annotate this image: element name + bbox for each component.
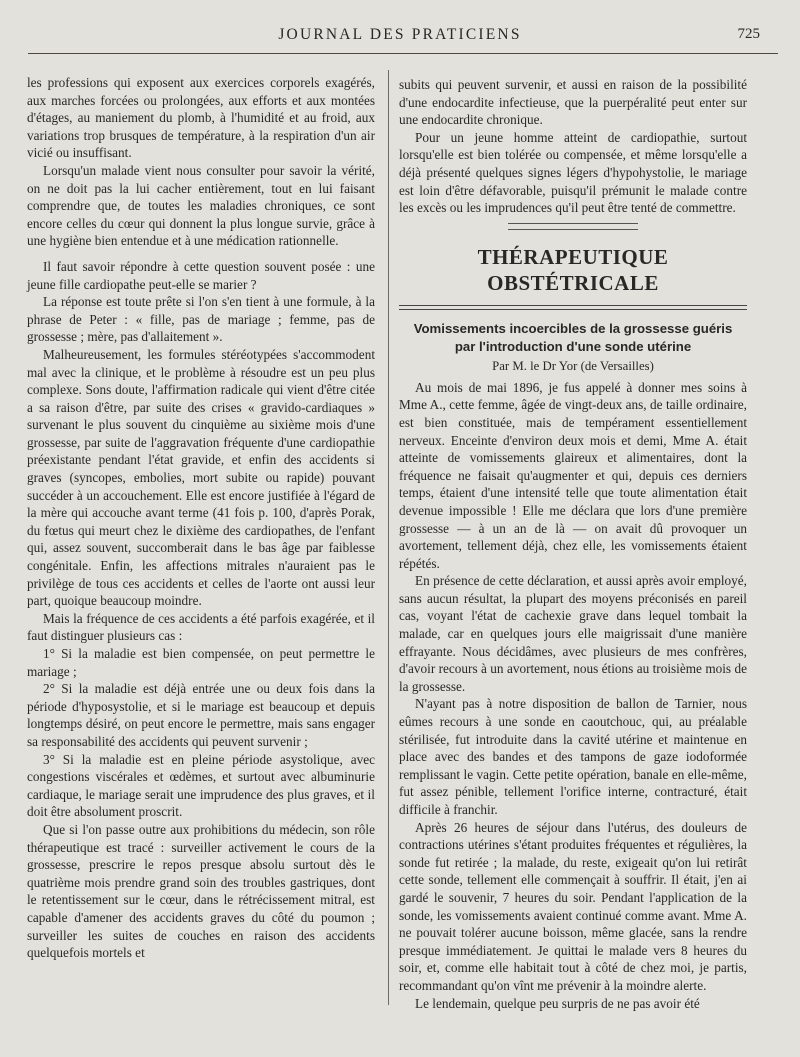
list-item: 3° Si la maladie est en pleine période asystolique, avec congestions viscérales et œdèmes, et surtout avec albuminurie cardiaque, le mariage serait une imprudence des plus graves, et il doit être absolument proscrit.: [27, 751, 375, 820]
paragraph: Pour un jeune homme atteint de cardiopathie, surtout lorsqu'elle est bien tolérée ou compensée, et même lorsqu'elle a déjà présenté quelques signes légers d'hypohystolie, le mariage est loin d'être défavorable, puisqu'il prémunit le malade contre les excès ou les imprudences qu'il peut être tenté de commettre.: [399, 129, 747, 216]
paragraph: Après 26 heures de séjour dans l'utérus, des douleurs de contractions utérines s'étant produites fréquentes et régulières, la sonde fut retirée ; la malade, du reste, exigeait qu'on lui retirât cette sonde, tellement elle commençait à souffrir. Il était, j'en ai gardé le souvenir, 7 heures du soir. Pendant l'application de la sonde, les vomissements avaient continué comme avant. Mme A. ne pouvait tolérer aucune boisson, même glacée, sans la rendre presque immédiatement. Je quittai le malade vers 8 heures du soir, et, comme elle habitait tout à côté de chez moi, je partis, recommandant qu'on vînt me prévenir à la moindre alerte.: [399, 819, 747, 993]
paragraph: Que si l'on passe outre aux prohibitions du médecin, son rôle thérapeutique est tracé : surveiller activement le cours de la grossesse, prescrire le repos presque absolu surtout dès le quatrième mois prendre grand soin des troubles gastriques, dont le retentissement sur le cœur, dans le rétrécissement mitral, est capable d'amener des accidents graves du côté du poumon ; surveiller les suites de couches en raison des accidents quelquefois mortels et: [27, 821, 375, 961]
paragraph: subits qui peuvent survenir, et aussi en raison de la possibilité d'une endocardite infectieuse, que la puerpéralité peut enter sur une endocardite chronique.: [399, 77, 747, 128]
section-separator: [508, 223, 638, 230]
paragraph: Au mois de mai 1896, je fus appelé à donner mes soins à Mme A., cette femme, âgée de vingt-deux ans, de taille ordinaire, est bien constituée, mais de tempérament essentiellement nerveux. Enceinte d'environ deux mois et demi, Mme A. était atteinte de vomissements glaireux et alimentaires, dont la fréquence ne faisait qu'augmenter et qui, depuis ces derniers temps, étaient d'une intensité telle que toute alimentation était devenue impossible ! Elle me déclara que lors d'une première grossesse — à un an de là — on avait dû provoquer un avortement, tellement déjà, chez elle, les vomissements étaient répétés.: [399, 379, 747, 571]
paragraph: les professions qui exposent aux exercices corporels exagérés, aux marches forcées ou prolongées, aux efforts et aux montées d'étages, au maniement du plomb, à l'humidité et au froid, aux variations trop brusques de température, à la respiration d'un air vicié ou insuffisant.: [27, 75, 375, 161]
section-title: THÉRAPEUTIQUE OBSTÉTRICALE: [477, 244, 669, 295]
paragraph-gap: [27, 250, 375, 258]
paragraph: Le lendemain, quelque peu surpris de ne pas avoir été: [415, 995, 700, 1011]
paragraph: N'ayant pas à notre disposition de ballon de Tarnier, nous eûmes recours à une sonde en caoutchouc, qui, au préalable stérilisée, fut introduite dans la cavité utérine et maintenue en place avec des bandes et des tampons de gaze iodoformée remplissant le vagin. Cette petite opération, banale en elle-même, fut assez pénible, tellement l'orifice interne, contracturé, était difficile à franchir.: [399, 696, 747, 817]
page-number: 725: [737, 26, 760, 42]
paragraph: Mais la fréquence de ces accidents a été parfois exagérée, et il faut distinguer plusieurs cas :: [27, 610, 375, 644]
running-head: [0, 26, 800, 46]
byline: Par M. le Dr Yor (de Versailles): [492, 358, 654, 373]
header-rule: [28, 53, 778, 54]
paragraph: La réponse est toute prête si l'on s'en tient à une formule, à la phrase de Peter : « fille, pas de mariage ; femme, pas de grossesse ; mère, pas d'allaitement ».: [27, 294, 375, 345]
running-title: JOURNAL DES PRATICIENS: [278, 26, 522, 43]
paragraph: En présence de cette déclaration, et aussi après avoir employé, sans aucun résultat, la plupart des moyens préconisés en pareil cas, voyant l'état de cachexie grave dans lequel tombait la malade, car en quelques jours elle maigrissait d'une manière effrayante. Nous décidâmes, avec plusieurs de mes confrères, d'avoir recours à un avortement, nous étions au troisième mois de la grossesse.: [399, 573, 747, 694]
column-divider: [388, 70, 389, 1005]
paragraph: Il faut savoir répondre à cette question souvent posée : une jeune fille cardiopathe peut-elle se marier ?: [27, 258, 375, 292]
article-title-line: par l'introduction d'une sonde utérine: [454, 338, 692, 354]
list-item: 1° Si la maladie est bien compensée, on peut permettre le mariage ;: [27, 646, 375, 679]
right-column: [399, 76, 747, 1012]
left-column: [27, 74, 375, 962]
section-title-rule: [399, 305, 747, 310]
paragraph: Lorsqu'un malade vient nous consulter pour savoir la vérité, on ne doit pas la lui cacher entièrement, tout en lui faisant comprendre que, de toutes les maladies chroniques, ce sont encore celles du cœur qui donnent la plus longue survie, grâce à une hygiène bien entendue et à une médication rationnelle.: [27, 162, 375, 249]
list-item: 2° Si la maladie est déjà entrée une ou deux fois dans la période d'hyposystolie, et si le mariage est beaucoup et depuis longtemps désiré, on peut encore le permettre, mais sans engager sa responsabilité des accidents qui peuvent survenir ;: [27, 681, 375, 749]
article-title: [399, 320, 747, 356]
paragraph: Malheureusement, les formules stéréotypées s'accommodent mal avec la clinique, et le problème à résoudre est un peu plus complexe. Sons doute, l'affirmation radicale qui vient d'être citée a sa raison d'être, par suite des crises « gravido-cardiaques » survenant le plus souvent du cinquième au sixième mois d'une grossesse, par suite de l'aggravation fréquente d'une cardiopathie préexistante pendant l'état gravide, et enfin des accidents si graves (syncopes, embolies, mort subite ou rapide) pouvant succéder à un accouchement. Elle est encore justifiée à l'égard de la mère qui accouche avant terme (41 fois p. 100, d'après Porak, du fœtus qui meurt chez le dixième des cardiopathes, de l'enfant qui, assez souvent, succomberait dans le bas âge par faiblesse congénitale. Enfin, les affections mitrales n'auraient pas le privilège de tous ces accidents et celles de l'aorte ont aussi leur part, quoique beaucoup moindre.: [27, 346, 375, 609]
article-title-line: Vomissements incoercibles de la grossesse guéris: [413, 320, 733, 336]
